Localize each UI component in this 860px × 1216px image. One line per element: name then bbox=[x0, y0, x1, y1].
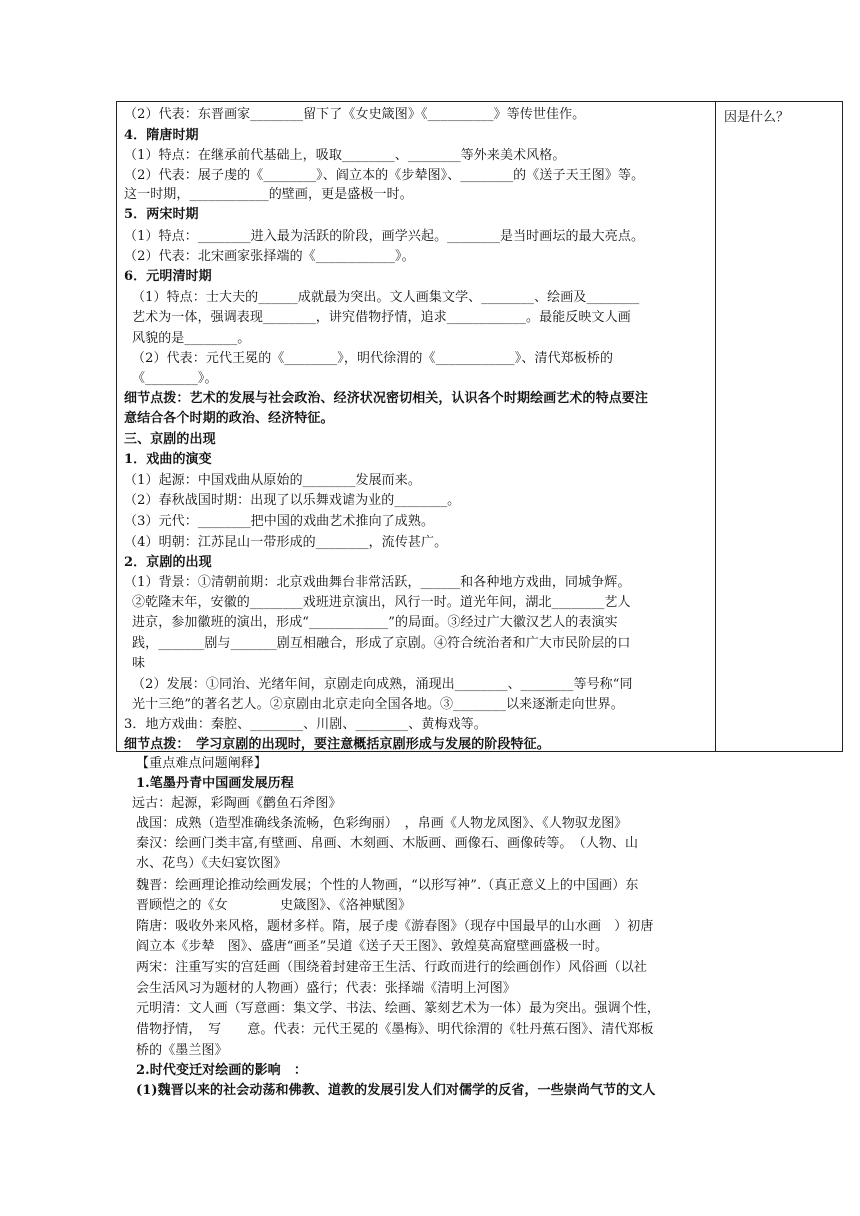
table-line: （2）代表：展子虔的《________》、阎立本的《步辇图》、________的《送子天王图》等。 bbox=[124, 168, 645, 183]
explanation-line: 【重点难点问题阐释】 bbox=[136, 756, 268, 771]
table-line: （1）特点：________进入最为活跃的阶段，画学兴起。________是当时画坛的最大亮点。 bbox=[124, 229, 645, 244]
table-line: 4．隋唐时期 bbox=[124, 128, 199, 143]
table-line: （3）元代：________把中国的戏曲艺术推向了成熟。 bbox=[124, 514, 435, 529]
table-line: （1）背景：①清朝前期：北京戏曲舞台非常活跃，______和各种地方戏曲，同城争辉。 bbox=[124, 575, 631, 590]
side-note: 因是什么？ bbox=[724, 110, 790, 125]
explanation-line: 会生活风习为题材的人物画）盛行；代表：张择端《清明上河图》 bbox=[136, 981, 516, 996]
explanation-line: 远古：起源，彩陶画《鹳鱼石斧图》 bbox=[132, 796, 342, 811]
explanation-line: 战国：成熟（造型准确线条流畅，色彩绚丽） ，帛画《人物龙凤图》、《人物驭龙图》 bbox=[136, 816, 628, 831]
explanation-line: 借物抒情， 写 意。代表：元代王冕的《墨梅》、明代徐渭的《牡丹蕉石图》、清代郑板 bbox=[136, 1022, 654, 1037]
table-line: 细节点拨：艺术的发展与社会政治、经济状况密切相关，认识各个时期绘画艺术的特点要注 bbox=[124, 391, 649, 406]
table-line: （1）特点：在继承前代基础上，吸取________、________等外来美术风格。 bbox=[124, 148, 566, 163]
table-line: 《________》。 bbox=[132, 371, 218, 386]
explanation-line: (1)魏晋以来的社会动荡和佛教、道教的发展引发人们对儒学的反省，一些崇尚气节的文人 bbox=[136, 1083, 656, 1098]
table-line: 这一时期，____________的壁画，更是盛极一时。 bbox=[124, 187, 413, 202]
table-line: （2）发展：①同治、光绪年间，京剧走向成熟，涌现出________、________等号称“同 bbox=[132, 677, 633, 692]
table-line: 光十三绝”的著名艺人。②京剧由北京走向全国各地。③________以来逐渐走向世界。 bbox=[132, 697, 624, 712]
table-line: （2）代表：北宋画家张择端的《____________》。 bbox=[124, 249, 415, 264]
explanation-line: 两宋：注重写实的宫廷画（围绕着封建帝王生活、行政而进行的绘画创作）风俗画（以社 bbox=[136, 960, 647, 975]
explanation-line: 水、花鸟）《夫妇宴饮图》 bbox=[136, 856, 287, 871]
explanation-line: 元明清：文人画（写意画：集文学、书法、绘画、篆刻艺术为一体）最为突出。强调个性， bbox=[136, 1001, 661, 1016]
explanation-line: 隋唐：吸收外来风格，题材多样。隋，展子虔《游春图》（现存中国最早的山水画 ）初唐 bbox=[136, 919, 654, 934]
table-line: 6．元明清时期 bbox=[124, 269, 212, 284]
table-line: 艺术为一体，强调表现________，讲究借物抒情，追求____________。最能反映文人画 bbox=[132, 310, 631, 325]
explanation-line: 2.时代变迁对绘画的影响 ： bbox=[136, 1063, 307, 1078]
table-line: 1．戏曲的演变 bbox=[124, 452, 212, 467]
table-line: 5．两宋时期 bbox=[124, 207, 199, 222]
table-line: （2）代表：元代王冕的《________》，明代徐渭的《____________》、清代郑板桥的 bbox=[132, 351, 614, 366]
explanation-line: 秦汉：绘画门类丰富,有壁画、帛画、木刻画、木版画、画像石、画像砖等。 （人物、山 bbox=[136, 836, 639, 851]
table-line: 风貌的是________。 bbox=[132, 331, 251, 346]
table-line: ②乾隆末年，安徽的________戏班进京演出，风行一时。道光年间，湖北________艺人 bbox=[132, 595, 631, 610]
explanation-line: 1.笔墨丹青中国画发展历程 bbox=[136, 776, 294, 791]
table-line: 进京，参加徽班的演出，形成“____________”的局面。③经过广大徽汉艺人的表演实 bbox=[132, 615, 618, 630]
table-line: 2．京剧的出现 bbox=[124, 555, 212, 570]
table-line: 意结合各个时期的政治、经济特征。 bbox=[124, 411, 334, 426]
table-line: （4）明朝：江苏昆山一带形成的________，流传甚广。 bbox=[124, 535, 448, 550]
table-line: 三、京剧的出现 bbox=[124, 432, 216, 447]
table-column-divider bbox=[715, 101, 716, 752]
explanation-line: 晋顾恺之的《女 史箴图》、《洛神赋图》 bbox=[136, 898, 412, 913]
table-line: （1）特点：士大夫的______成就最为突出。文人画集文学、________、绘画及________ bbox=[132, 290, 640, 305]
table-line: 3．地方戏曲：秦腔、________、川剧、________、黄梅戏等。 bbox=[124, 717, 487, 732]
explanation-line: 阎立本《步辇 图》、盛唐“画圣”吴道《送子天王图》、敦煌莫高窟壁画盛极一时。 bbox=[136, 939, 609, 954]
table-line: （1）起源：中国戏曲从原始的________发展而来。 bbox=[124, 473, 421, 488]
table-line: （2）代表：东晋画家________留下了《女史箴图》《__________》等传世佳作。 bbox=[124, 107, 586, 122]
table-line: 味 bbox=[132, 656, 146, 671]
table-line: 细节点拨： 学习京剧的出现时，要注意概括京剧形成与发展的阶段特征。 bbox=[124, 737, 550, 752]
table-line: 践，_______剧与_______剧互相融合，形成了京剧。④符合统治者和广大市民阶层的口 bbox=[132, 636, 631, 651]
table-line: （2）春秋战国时期：出现了以乐舞戏谑为业的________。 bbox=[124, 493, 461, 508]
explanation-line: 桥的《墨兰图》 bbox=[136, 1043, 228, 1058]
explanation-line: 魏晋：绘画理论推动绘画发展；个性的人物画，“以形写神”.（真正意义上的中国画）东 bbox=[136, 878, 639, 893]
